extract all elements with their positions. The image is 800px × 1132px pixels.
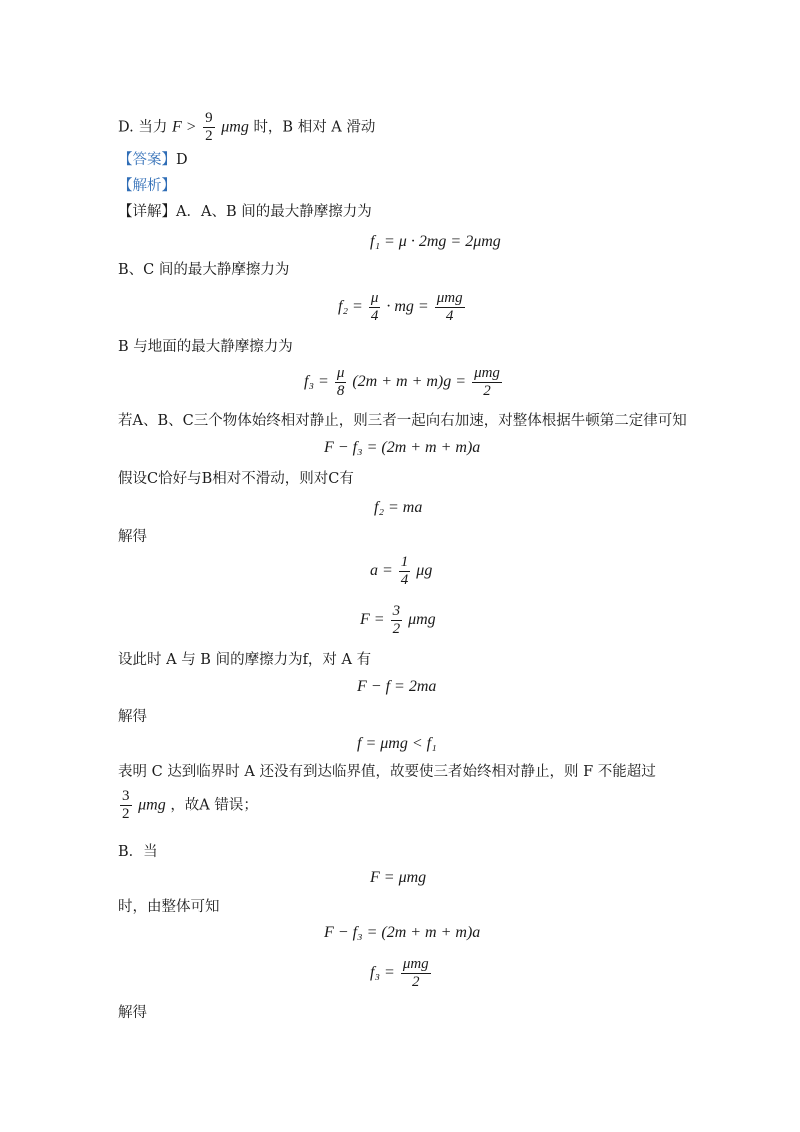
equation-f1: f₁ = μ · 2mg = 2μmg — [370, 233, 501, 250]
option-d-rhs: μmg — [221, 118, 249, 136]
limit-rhs: μmg — [138, 796, 166, 814]
text-whole: 时，由整体可知 — [118, 899, 220, 915]
limit-num: 3 — [122, 788, 130, 804]
eq3-num1: μ — [336, 365, 345, 381]
equation-F-mumg: F = μmg — [370, 869, 427, 886]
eq3-frac2 — [472, 365, 502, 400]
text-limit — [118, 788, 258, 823]
limit-den: 2 — [122, 806, 130, 822]
eq6-num: 1 — [400, 554, 409, 570]
eq3-mid: (2m + m + m)g = — [352, 373, 467, 391]
equation-F-f: F − f = 2ma — [357, 678, 437, 695]
eq3-num2: μmg — [474, 365, 500, 381]
eq6-frac — [399, 554, 411, 589]
option-d-den: 2 — [205, 128, 213, 144]
detail-tag: 【详解】 — [118, 204, 176, 220]
eq2-num2: μmg — [436, 290, 463, 306]
equation-f: f = μmg < f₁ — [357, 735, 437, 752]
eq2-frac1 — [369, 290, 381, 325]
option-d-suffix: 时，B 相对 A 滑动 — [253, 119, 376, 136]
eq12-lhs: f₃ = — [370, 964, 395, 982]
text-newton-second-law: 若A、B、C三个物体始终相对静止，则三者一起向右加速，对整体根据牛顿第二定律可知 — [118, 413, 687, 429]
eq2-num1: μ — [370, 290, 379, 306]
eq12-den: 2 — [412, 974, 420, 990]
limit-suffix: ，故A 错误； — [170, 797, 258, 814]
eq3-lhs: f₃ = — [304, 373, 329, 391]
eq7-lhs: F = — [360, 611, 385, 629]
eq7-frac — [391, 603, 403, 638]
eq3-den2: 2 — [483, 383, 491, 399]
text-solve-2: 解得 — [118, 709, 147, 725]
eq2-frac2 — [435, 290, 465, 325]
equation-f3-2 — [370, 956, 433, 991]
detail-text: A．A、B 间的最大静摩擦力为 — [176, 204, 372, 220]
eq2-lhs: f₂ = — [338, 298, 363, 316]
text-ground-friction: B 与地面的最大静摩擦力为 — [118, 339, 293, 355]
eq3-den1: 8 — [336, 383, 345, 399]
equation-f3 — [304, 365, 504, 400]
eq7-den: 2 — [392, 621, 401, 637]
text-option-b: B．当 — [118, 844, 158, 860]
analysis-tag: 【解析】 — [118, 178, 176, 194]
text-friction-ab: 设此时 A 与 B 间的摩擦力为f，对 A 有 — [118, 652, 372, 668]
equation-a — [370, 554, 432, 589]
eq2-den2: 4 — [445, 308, 454, 324]
eq7-num: 3 — [392, 603, 401, 619]
answer-value: D — [176, 152, 188, 168]
option-d-prefix: D. 当力 — [118, 119, 168, 136]
eq6-den: 4 — [400, 572, 409, 588]
equation-f2 — [338, 290, 467, 325]
eq6-lhs: a = — [370, 562, 393, 580]
option-d-num: 9 — [205, 110, 213, 126]
equation-total: F − f₃ = (2m + m + m)a — [324, 439, 481, 456]
answer-line — [118, 150, 188, 170]
eq12-frac — [401, 956, 431, 991]
limit-frac — [120, 788, 132, 823]
eq3-frac1 — [335, 365, 347, 400]
eq6-rhs: μg — [416, 562, 433, 580]
equation-f2-ma: f₂ = ma — [374, 499, 423, 516]
text-solve-3: 解得 — [118, 1005, 147, 1021]
eq12-num: μmg — [402, 956, 429, 972]
equation-total-2: F − f₃ = (2m + m + m)a — [324, 924, 481, 941]
text-conclusion: 表明 C 达到临界时 A 还没有到达临界值，故要使三者始终相对静止，则 F 不能超过 — [118, 764, 656, 780]
text-solve-1: 解得 — [118, 529, 147, 545]
detail-line — [118, 202, 372, 222]
eq7-rhs: μmg — [408, 611, 436, 629]
eq2-mid: · mg = — [386, 298, 429, 316]
equation-F — [360, 603, 436, 638]
option-d-fraction — [203, 110, 215, 145]
eq2-den1: 4 — [370, 308, 379, 324]
option-d-lhs: F > — [171, 118, 197, 136]
text-bc-friction: B、C 间的最大静摩擦力为 — [118, 262, 290, 278]
answer-tag: 【答案】 — [118, 152, 176, 168]
text-assume-c: 假设C恰好与B相对不滑动，则对C有 — [118, 471, 354, 487]
option-d — [118, 110, 375, 145]
